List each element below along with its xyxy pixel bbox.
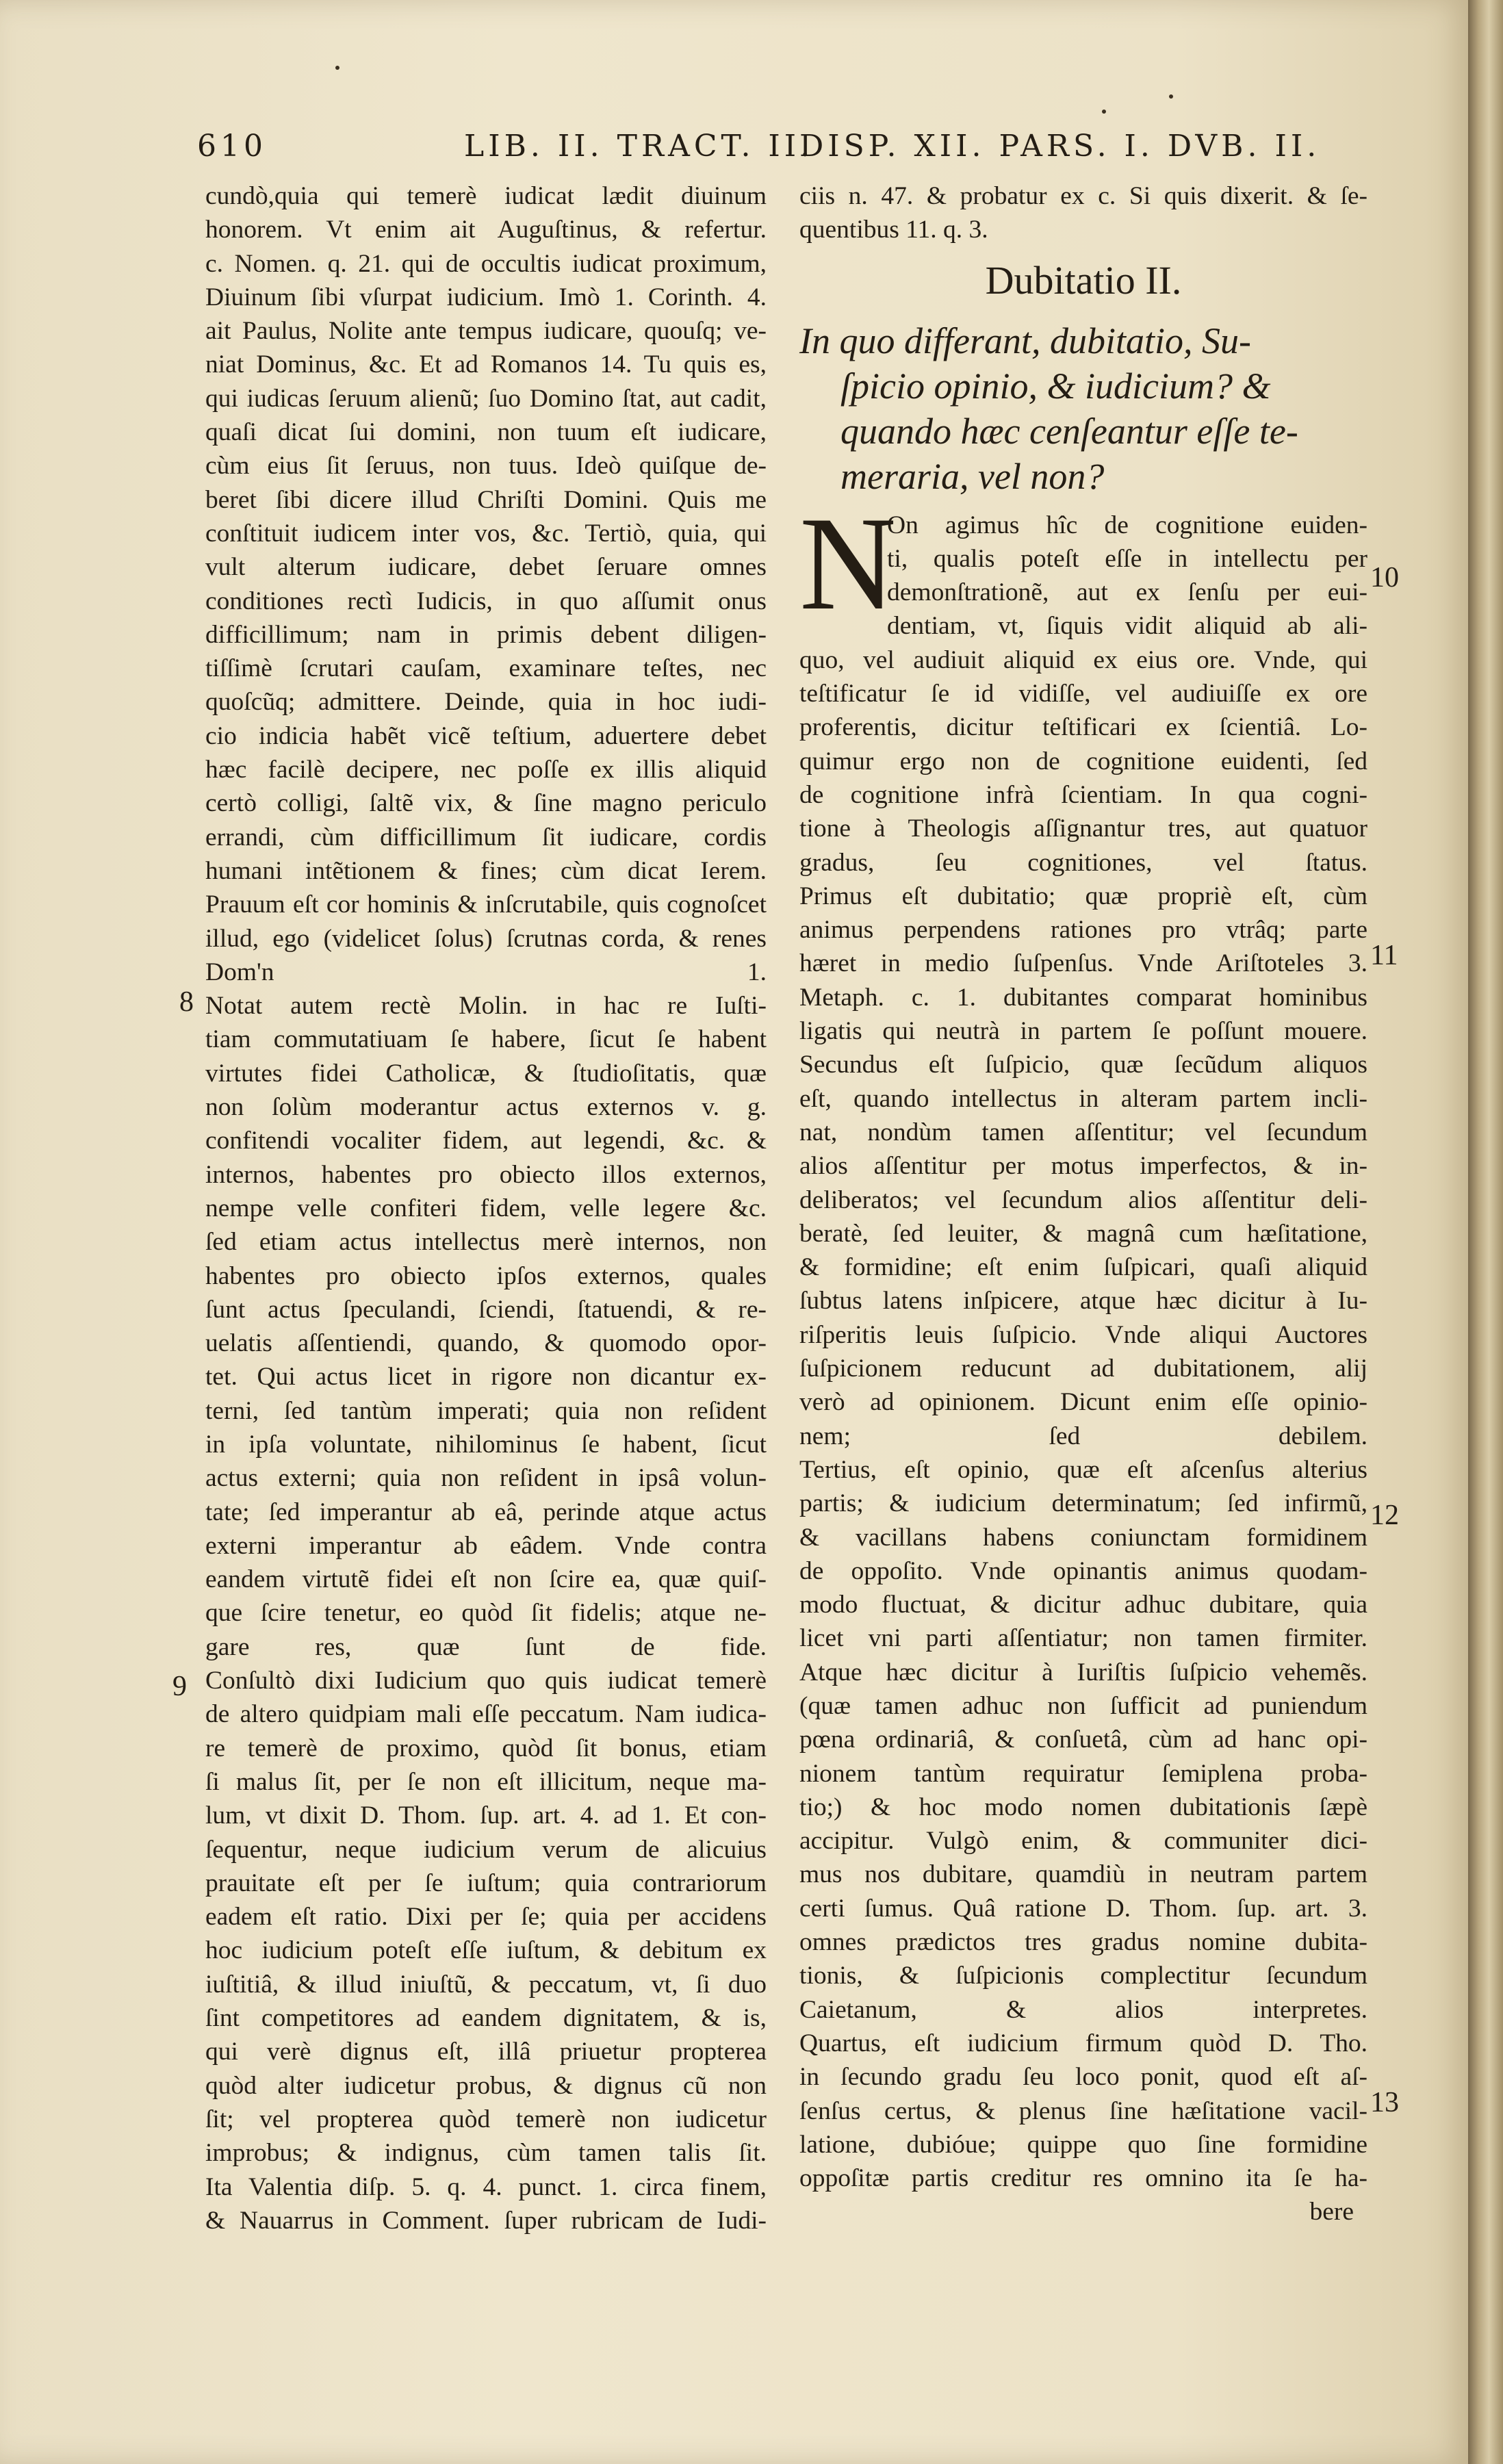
text-line: mus nos dubitare, quamdiù in neutram partem <box>799 1860 1367 1889</box>
text-line: tionis, & ſuſpicionis complectitur ſecundum <box>799 1962 1367 1990</box>
text-line: errandi, cùm difficillimum ſit iudicare, cordis <box>205 823 767 851</box>
text-line: ait Paulus, Nolite ante tempus iudicare, quouſq; ve- <box>205 317 767 346</box>
text-line: humani intẽtionem & fines; cùm dicat Ierem. <box>205 856 767 885</box>
text-line: hæret in medio ſuſpenſus. Vnde Ariſtoteles 3. <box>799 949 1367 978</box>
text-line: ſed etiam actus intellectus merè internos, non <box>205 1228 767 1257</box>
text-line: & formidine; eſt enim ſuſpicari, quaſi aliquid <box>799 1253 1367 1282</box>
text-line: vult alterum iudicare, debet ſeruare omnes <box>205 553 767 582</box>
text-line: Atque hæc dicitur à Iuriſtis ſuſpicio vehemẽs. <box>799 1658 1367 1686</box>
text-line: & vacillans habens coniunctam formidinem <box>799 1523 1367 1552</box>
text-line: Primus eſt dubitatio; quæ propriè eſt, cùm <box>799 882 1367 910</box>
section-body <box>799 489 1367 2196</box>
text-line: nionem tantùm requiratur ſemiplena proba- <box>799 1759 1367 1788</box>
margin-number-8: 8 <box>179 986 194 1018</box>
text-line: ſunt actus ſpeculandi, ſciendi, ſtatuendi, & re- <box>205 1295 767 1324</box>
text-line: cundò,quia qui temerè iudicat lædit diuinum <box>205 182 767 210</box>
ink-speck <box>1102 110 1106 114</box>
text-line: oppoſitæ partis creditur res omnino ita ſe ha- <box>799 2164 1367 2193</box>
text-line: riſperitis leuis ſuſpicio. Vnde aliqui Auctores <box>799 1320 1367 1349</box>
text-line: gare res, quæ ſunt de fide. <box>205 1632 767 1661</box>
text-line: niat Dominus, &c. Et ad Romanos 14. Tu quis es, <box>205 350 767 379</box>
margin-number-10: 10 <box>1370 562 1399 593</box>
text-line: re temerè de proximo, quòd ſit bonus, etiam <box>205 1734 767 1762</box>
text-line: tiſſimè ſcrutari cauſam, examinare teſtes, nec <box>205 654 767 683</box>
text-line: in ipſa voluntate, nihilominus ſe habent, ſicut <box>205 1430 767 1459</box>
text-line: pœna ordinariâ, & conſuetâ, cùm ad hanc opi- <box>799 1725 1367 1754</box>
text-line: cio indicia habẽt vicẽ teſtium, aduertere debet <box>205 721 767 750</box>
text-line: ſuſpicionem reducunt ad dubitationem, alij <box>799 1355 1367 1383</box>
text-line: proferentis, dicitur teſtificari ex ſcientiâ. Lo- <box>799 713 1367 742</box>
drop-cap: N <box>799 489 897 638</box>
text-line: (quæ tamen adhuc non ſufficit ad puniendum <box>799 1691 1367 1720</box>
text-line: tiam commutatiuam ſe habere, ſicut ſe habent <box>205 1025 767 1054</box>
left-text-column <box>205 179 767 2237</box>
margin-number-12: 12 <box>1370 1500 1399 1531</box>
text-line: ſequentur, neque iudicium verum de alicuius <box>205 1835 767 1864</box>
text-line: tet. Qui actus licet in rigore non dicantur ex- <box>205 1363 767 1391</box>
text-line: Prauum eſt cor hominis & inſcrutabile, quis cognoſcet <box>205 890 767 919</box>
section-question <box>799 318 1367 499</box>
text-line: demonſtrationẽ, aut ex ſenſu per eui- <box>887 578 1367 607</box>
text-line: Ita Valentia diſp. 5. q. 4. punct. 1. circa finem, <box>205 2172 767 2201</box>
text-line: hoc iudicium poteſt eſſe iuſtum, & debitum ex <box>205 1936 767 1965</box>
text-line: quaſi dicat ſui domini, non tuum eſt iudicare, <box>205 418 767 447</box>
text-line: alios aſſentitur per motus imperfectos, & in- <box>799 1152 1367 1181</box>
text-line: quentibus 11. q. 3. <box>799 216 988 244</box>
text-line: actus externi; quia non reſident in ipsâ volun- <box>205 1464 767 1493</box>
text-line: modo fluctuat, & dicitur adhuc dubitare, quia <box>799 1591 1367 1619</box>
text-line: Quartus, eſt iudicium firmum quòd D. Tho. <box>799 2029 1367 2057</box>
margin-number-11: 11 <box>1370 940 1398 971</box>
question-line: In quo differant, dubitatio, Su- <box>799 320 1251 361</box>
text-line: terni, ſed tantùm imperati; quia non reſident <box>205 1396 767 1425</box>
question-line: quando hæc cenſeantur eſſe te- <box>840 410 1298 452</box>
text-line: nempe velle confiteri fidem, velle legere &c. <box>205 1194 767 1222</box>
margin-number-9: 9 <box>172 1671 187 1702</box>
continuation-lines <box>799 179 1367 247</box>
text-line: partis; & iudicium determinatum; ſed infirmũ, <box>799 1489 1367 1518</box>
catchword: bere <box>1309 2198 1354 2226</box>
text-line: beret ſibi dicere illud Chriſti Domini. Quis me <box>205 485 767 514</box>
question-line: ſpicio opinio, & iudicium? & <box>840 365 1271 407</box>
text-line: non ſolùm moderantur actus externos v. g. <box>205 1093 767 1122</box>
text-line: gradus, ſeu cognitiones, vel ſtatus. <box>799 848 1367 877</box>
text-line: quimur ergo non de cognitione euidenti, ſed <box>799 747 1367 775</box>
text-line: improbus; & indignus, cùm tamen talis ſit. <box>205 2139 767 2168</box>
text-line: internos, habentes pro obiecto illos externos, <box>205 1160 767 1189</box>
text-line: de altero quidpiam mali eſſe peccatum. Nam iudica- <box>205 1700 767 1729</box>
text-line: honorem. Vt enim ait Auguſtinus, & refertur. <box>205 216 767 244</box>
text-line: ciis n. 47. & probatur ex c. Si quis dixerit. & ſe- <box>799 182 1367 210</box>
text-line: & Nauarrus in Comment. ſuper rubricam de Iudi- <box>205 2206 767 2235</box>
text-line: Diuinum ſibi vſurpat iudicium. Imò 1. Corinth. 4. <box>205 283 767 311</box>
margin-number-13: 13 <box>1370 2087 1399 2118</box>
right-text-column <box>799 179 1367 2229</box>
text-line: ſit; vel propterea quòd temerè non iudicetur <box>205 2105 767 2133</box>
text-line: quòd alter iudicetur probus, & dignus cũ non <box>205 2071 767 2100</box>
running-header <box>197 129 1361 170</box>
text-line: que ſcire tenetur, eo quòd ſit fidelis; atque ne- <box>205 1599 767 1628</box>
text-line: Tertius, eſt opinio, quæ eſt aſcenſus alterius <box>799 1455 1367 1484</box>
text-line: dentiam, vt, ſiquis vidit aliquid ab ali- <box>887 612 1367 641</box>
text-line: eſt, quando intellectus in alteram partem incli- <box>799 1084 1367 1113</box>
text-line: in ſecundo gradu ſeu loco ponit, quod eſt aſ- <box>799 2063 1367 2092</box>
text-line: certi ſumus. Quâ ratione D. Thom. ſup. art. 3. <box>799 1894 1367 1923</box>
text-line: difficillimum; nam in primis debent diligen- <box>205 620 767 649</box>
text-line: certò colligi, ſaltẽ vix, & ſine magno periculo <box>205 789 767 818</box>
text-line: Conſultò dixi Iudicium quo quis iudicat temerè <box>205 1667 767 1695</box>
text-line: cùm eius ſit ſeruus, non tuus. Ideò quiſque de- <box>205 452 767 480</box>
text-line: iuſtitiâ, & illud iniuſtũ, & peccatum, vt, ſi duo <box>205 1970 767 1999</box>
text-line: conditiones rectì Iudicis, in quo aſſumit onus <box>205 587 767 615</box>
text-line: licet vni parti aſſentiatur; non tamen firmiter. <box>799 1624 1367 1653</box>
text-line: nat, nondùm tamen aſſentitur; vel ſecundum <box>799 1118 1367 1146</box>
ink-speck <box>1169 94 1173 99</box>
text-line: teſtificatur ſe id vidiſſe, vel audiuiſſe ex ore <box>799 680 1367 708</box>
page-edge-stack <box>1468 0 1503 2464</box>
text-line: habentes pro obiecto ipſos externos, quales <box>205 1261 767 1290</box>
text-line: verò ad opinionem. Dicunt enim eſſe opinio- <box>799 1388 1367 1417</box>
text-line: quoſcũq; admittere. Deinde, quia in hoc iudi- <box>205 688 767 717</box>
text-line: Metaph. c. 1. dubitantes comparat hominibus <box>799 983 1367 1012</box>
text-line: latione, dubióue; quippe quo ſine formidine <box>799 2130 1367 2159</box>
left-running-head: LIB. II. TRACT. II. <box>464 129 814 164</box>
text-line: ſint competitores ad eandem dignitatem, & is, <box>205 2004 767 2033</box>
text-line: de oppoſito. Vnde opinantis animus quodam- <box>799 1556 1367 1585</box>
text-line: Secundus eſt ſuſpicio, quæ ſecũdum aliquos <box>799 1051 1367 1079</box>
text-line: qui iudicas ſeruum alienũ; ſuo Domino ſtat, aut cadit, <box>205 384 767 413</box>
text-line: Caietanum, & alios interpretes. <box>799 1995 1367 2024</box>
text-line: eandem virtutẽ fidei eſt non ſcire ea, quæ quiſ- <box>205 1565 767 1594</box>
text-line: beratè, ſed leuiter, & magnâ cum hæſitatione, <box>799 1219 1367 1248</box>
text-line: uelatis aſſentiendi, quando, & quomodo opor- <box>205 1329 767 1358</box>
text-line: externi imperantur ab eâdem. Vnde contra <box>205 1531 767 1560</box>
text-line: accipitur. Vulgò enim, & communiter dici- <box>799 1827 1367 1856</box>
text-line: confitendi vocaliter fidem, aut legendi, &c. & <box>205 1127 767 1155</box>
text-line: deliberatos; vel ſecundum alios aſſentitur deli- <box>799 1185 1367 1214</box>
section-title: Dubitatio II. <box>985 257 1182 303</box>
text-line: ligatis qui neutrà in partem ſe poſſunt mouere. <box>799 1017 1367 1046</box>
text-line: nem; ſed debilem. <box>799 1422 1367 1450</box>
text-line: virtutes fidei Catholicæ, & ſtudioſitatis, quæ <box>205 1059 767 1088</box>
text-line: c. Nomen. q. 21. qui de occultis iudicat proximum, <box>205 249 767 278</box>
text-line: Notat autem rectè Molin. in hac re Iuſti- <box>205 992 767 1021</box>
text-line: ſenſus certus, & plenus ſine hæſitatione vacil- <box>799 2096 1367 2125</box>
text-line: omnes prædictos tres gradus nomine dubita- <box>799 1928 1367 1957</box>
text-line: de cognitione infrà ſcientiam. In qua cogni- <box>799 780 1367 809</box>
text-line: ti, qualis poteſt eſſe in intellectu per <box>887 544 1367 573</box>
text-line: ſi malus ſit, per ſe non eſt illicitum, neque ma- <box>205 1767 767 1796</box>
question-line: meraria, vel non? <box>840 455 1105 497</box>
text-line: prauitate eſt per ſe iuſtum; quia contrariorum <box>205 1869 767 1897</box>
text-line: On agimus hîc de cognitione euiden- <box>887 511 1367 539</box>
text-line: quo, vel audiuit aliquid ex eius ore. Vnde, qui <box>799 645 1367 674</box>
text-line: eadem eſt ratio. Dixi per ſe; quia per accidens <box>205 1903 767 1932</box>
text-line: qui verè dignus eſt, illâ priuetur propterea <box>205 2038 767 2066</box>
text-line: conſtituit iudicem inter vos, &c. Tertiò, quia, qui <box>205 519 767 548</box>
text-line: animus perpendens rationes pro vtrâq; parte <box>799 916 1367 945</box>
text-line: tio;) & hoc modo nomen dubitationis ſæpè <box>799 1793 1367 1821</box>
ink-speck <box>335 66 339 70</box>
text-line: ſubtus latens inſpicere, atque hæc dicitur à Iu- <box>799 1287 1367 1316</box>
text-line: illud, ego (videlicet ſolus) ſcrutnas corda, & renes <box>205 924 767 953</box>
text-line: Dom'n 1. <box>205 958 767 986</box>
text-line: tione à Theologis aſſignantur tres, aut quatuor <box>799 814 1367 843</box>
page-number: 610 <box>197 129 267 164</box>
right-running-head: DISP. XII. PARS. I. DVB. II. <box>799 129 1321 164</box>
text-line: hæc facilè decipere, nec poſſe ex illis aliquid <box>205 756 767 784</box>
text-line: lum, vt dixit D. Thom. ſup. art. 4. ad 1. Et con- <box>205 1801 767 1830</box>
text-line: tate; ſed imperantur ab eâ, perinde atque actus <box>205 1498 767 1526</box>
